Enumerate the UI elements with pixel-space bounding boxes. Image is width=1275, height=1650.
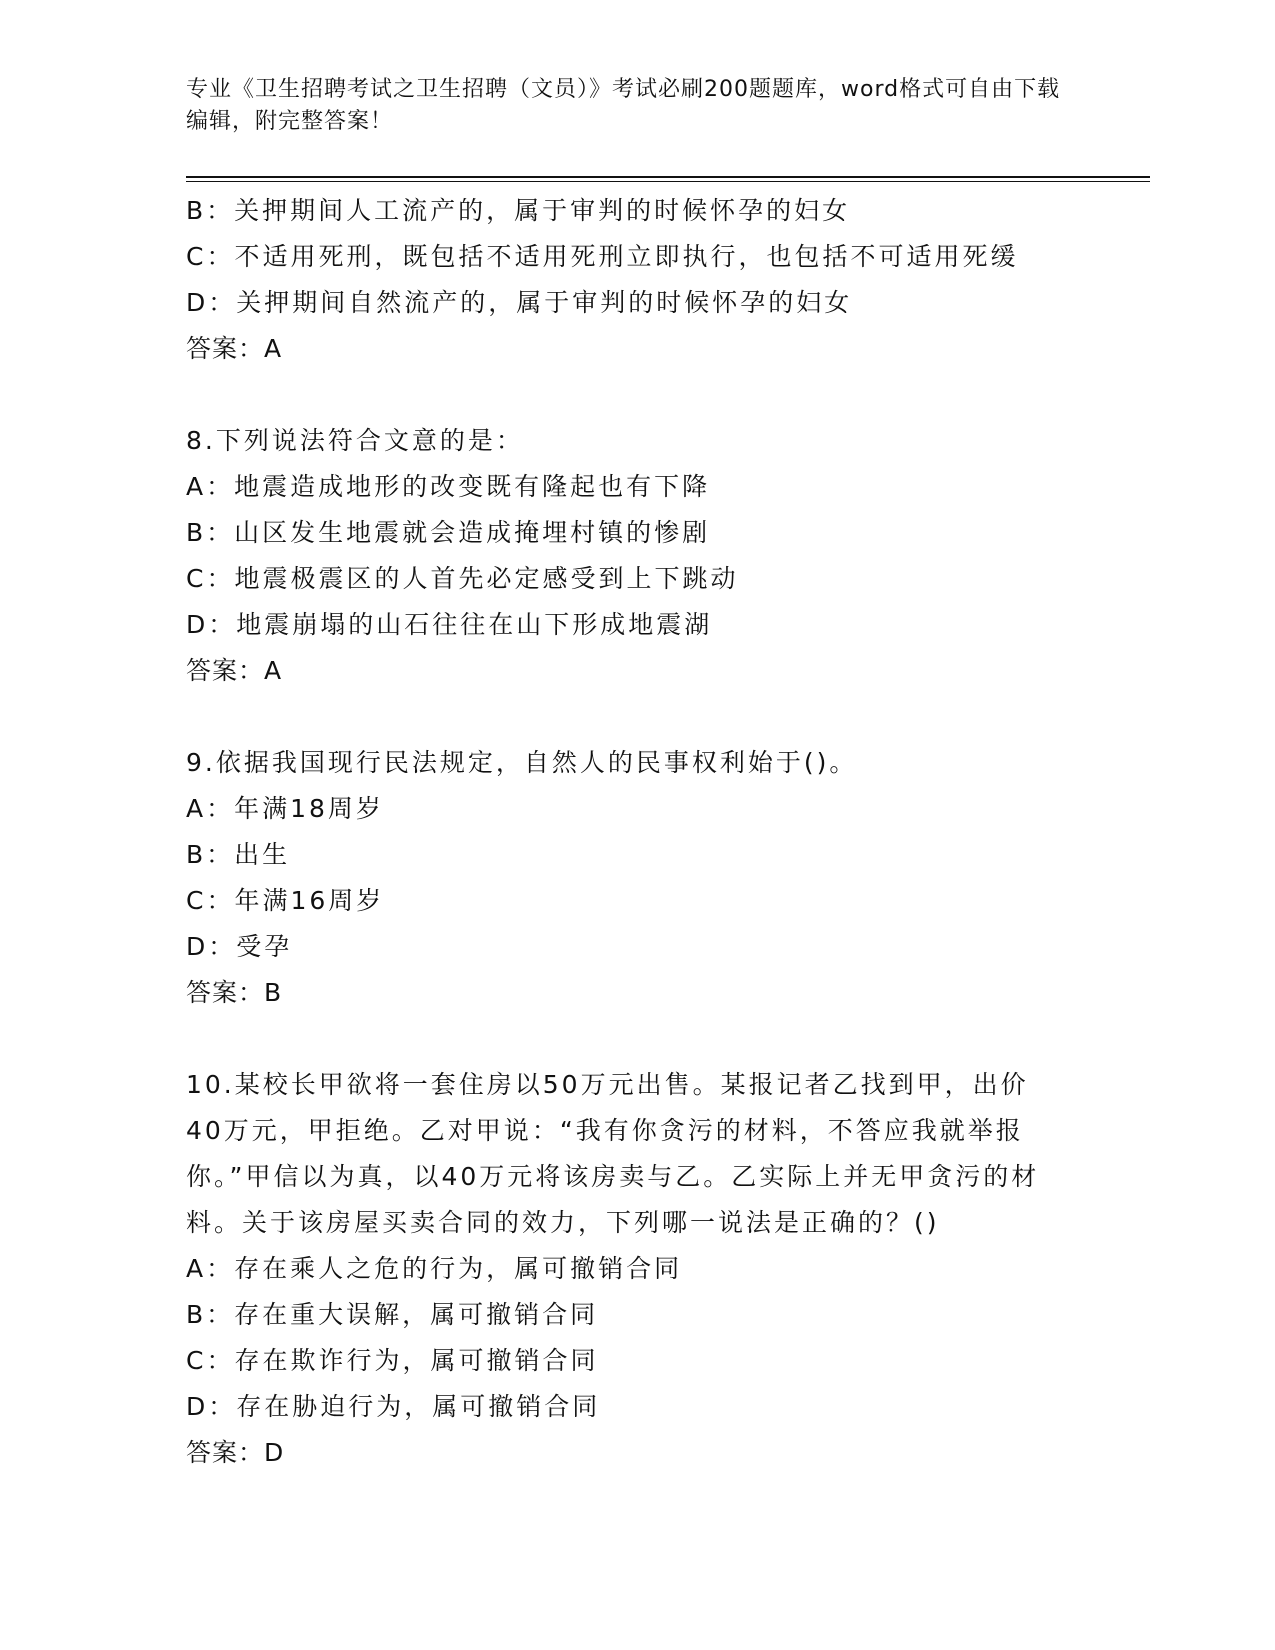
option-a: A：存在乘人之危的行为，属可撤销合同 xyxy=(186,1254,683,1283)
option-b: B：关押期间人工流产的，属于审判的时候怀孕的妇女 xyxy=(186,196,851,225)
answer-line: 答案：B xyxy=(186,978,283,1007)
answer-line: 答案：A xyxy=(186,656,283,685)
answer-line: 答案：D xyxy=(186,1438,285,1467)
option-c: C：存在欺诈行为，属可撤销合同 xyxy=(186,1346,599,1375)
document-header: 专业《卫生招聘考试之卫生招聘（文员）》考试必刷200题题库，word格式可自由下载编辑，附完整答案！ xyxy=(186,77,1061,134)
spacer xyxy=(186,372,1086,418)
spacer xyxy=(186,694,1086,740)
question-stem: 8.下列说法符合文意的是： xyxy=(186,426,524,455)
option-b: B：山区发生地震就会造成掩埋村镇的惨剧 xyxy=(186,518,711,547)
option-d: D：存在胁迫行为，属可撤销合同 xyxy=(186,1392,601,1421)
option-a: A：年满18周岁 xyxy=(186,794,384,823)
option-b: B：出生 xyxy=(186,840,291,869)
option-d: D：地震崩塌的山石往往在山下形成地震湖 xyxy=(186,610,713,639)
header-divider-thin xyxy=(186,181,1150,182)
option-d: D：关押期间自然流产的，属于审判的时候怀孕的妇女 xyxy=(186,288,853,317)
question-8 xyxy=(186,418,1086,694)
question-list xyxy=(186,188,1086,1476)
answer-line: 答案：A xyxy=(186,334,283,363)
option-b: B：存在重大误解，属可撤销合同 xyxy=(186,1300,599,1329)
option-d: D：受孕 xyxy=(186,932,293,961)
option-c: C：不适用死刑，既包括不适用死刑立即执行，也包括不可适用死缓 xyxy=(186,242,1019,271)
option-c: C：地震极震区的人首先必定感受到上下跳动 xyxy=(186,564,739,593)
question-stem: 9.依据我国现行民法规定，自然人的民事权利始于()。 xyxy=(186,748,858,777)
question-10 xyxy=(186,1062,1086,1476)
question-9 xyxy=(186,740,1086,1016)
header-divider-thick xyxy=(186,176,1150,178)
option-c: C：年满16周岁 xyxy=(186,886,385,915)
spacer xyxy=(186,1016,1086,1062)
option-a: A：地震造成地形的改变既有隆起也有下降 xyxy=(186,472,711,501)
question-stem: 10.某校长甲欲将一套住房以50万元出售。某报记者乙找到甲，出价40万元，甲拒绝。乙对甲说：“我有你贪污的材料，不答应我就举报你。”甲信以为真，以40万元将该房卖与乙。乙实际上并无甲贪污的材料。关于该房屋买卖合同的效力，下列哪一说法是正确的？() xyxy=(186,1070,1040,1237)
question-partial xyxy=(186,188,1086,372)
